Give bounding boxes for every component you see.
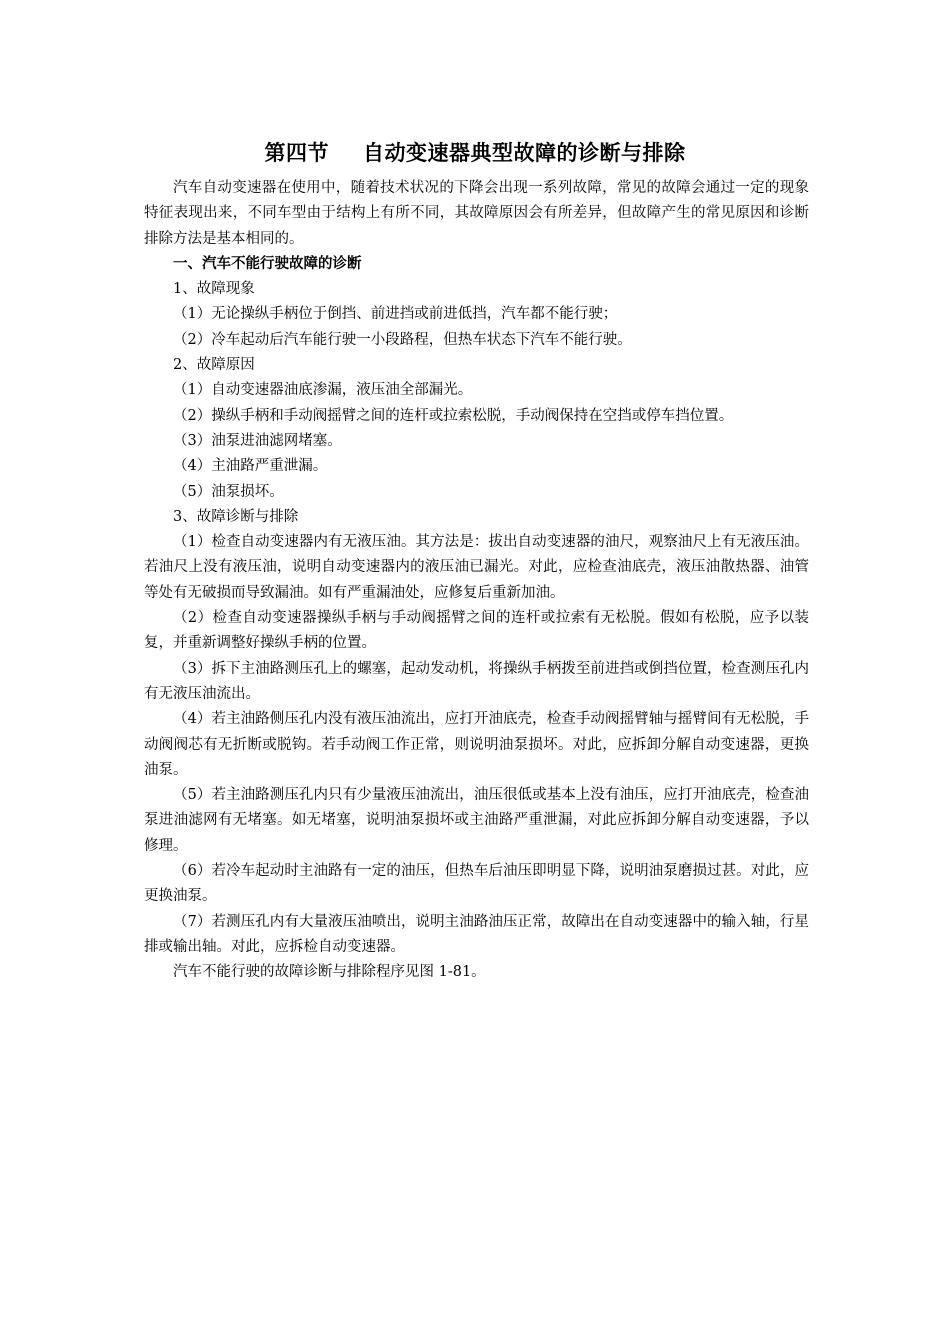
list-item: （2）操纵手柄和手动阀摇臂之间的连杆或拉索松脱，手动阀保持在空挡或停车挡位置。 — [173, 407, 734, 424]
section-heading: 自动变速器典型故障的诊断与排除 — [363, 141, 686, 165]
item-heading: 2、故障原因 — [173, 357, 255, 374]
list-item: （5）油泵损坏。 — [173, 483, 284, 500]
section-number: 第四节 — [264, 141, 329, 165]
list-item: （1）无论操纵手柄位于倒挡、前进挡或前进低挡，汽车都不能行驶； — [173, 306, 618, 323]
closing-paragraph: 汽车不能行驶的故障诊断与排除程序见图 1-81。 — [173, 964, 486, 981]
subsection-heading: 一、汽车不能行驶故障的诊断 — [173, 255, 362, 272]
list-item: （5）若主油路测压孔内只有少量液压油流出，油压很低或基本上没有油压，应打开油底壳，检查油泵进油滤网有无堵塞。如无堵塞，说明油泵损坏或主油路严重泄漏，对此应拆卸分解自动变速器，予以修理。 — [144, 787, 809, 854]
list-item: （4）若主油路侧压孔内没有液压油流出，应打开油底壳，检查手动阀摇臂轴与摇臂间有无松脱，手动阀阀芯有无折断或脱钩。若手动阀工作正常，则说明油泵损坏。对此，应拆卸分解自动变速器，更换油泵。 — [144, 711, 809, 778]
list-item: （2）检查自动变速器操纵手柄与手动阀摇臂之间的连杆或拉索有无松脱。假如有松脱，应予以装复，并重新调整好操纵手柄的位置。 — [144, 610, 809, 652]
intro-paragraph: 汽车自动变速器在使用中，随着技术状况的下降会出现一系列故障，常见的故障会通过一定的现象特征表现出来，不同车型由于结构上有所不同，其故障原因会有所差异，但故障产生的常见原因和诊断排除方法是基本相同的。 — [144, 180, 809, 247]
item-heading: 3、故障诊断与排除 — [173, 508, 299, 525]
list-item: （3）油泵进油滤网堵塞。 — [173, 432, 342, 449]
list-item: （1）自动变速器油底渗漏，液压油全部漏光。 — [173, 382, 473, 399]
list-item: （2）冷车起动后汽车能行驶一小段路程，但热车状态下汽车不能行驶。 — [173, 331, 632, 348]
list-item: （6）若冷车起动时主油路有一定的油压，但热车后油压即明显下降，说明油泵磨损过甚。对此，应更换油泵。 — [144, 863, 809, 905]
section-title — [0, 138, 950, 168]
item-heading: 1、故障现象 — [173, 281, 255, 298]
list-item: （4）主油路严重泄漏。 — [173, 458, 328, 475]
document-body — [144, 176, 809, 986]
list-item: （1）检查自动变速器内有无液压油。其方法是：拔出自动变速器的油尺，观察油尺上有无液压油。若油尺上没有液压油，说明自动变速器内的液压油已漏光。对此，应检查油底壳，液压油散热器、油管等处有无破损而导致漏油。如有严重漏油处，应修复后重新加油。 — [144, 534, 809, 601]
list-item: （3）拆下主油路测压孔上的螺塞，起动发动机，将操纵手柄拨至前进挡或倒挡位置，检查测压孔内有无液压油流出。 — [144, 660, 809, 702]
list-item: （7）若测压孔内有大量液压油喷出，说明主油路油压正常，故障出在自动变速器中的输入轴，行星排或输出轴。对此，应拆检自动变速器。 — [144, 913, 809, 955]
